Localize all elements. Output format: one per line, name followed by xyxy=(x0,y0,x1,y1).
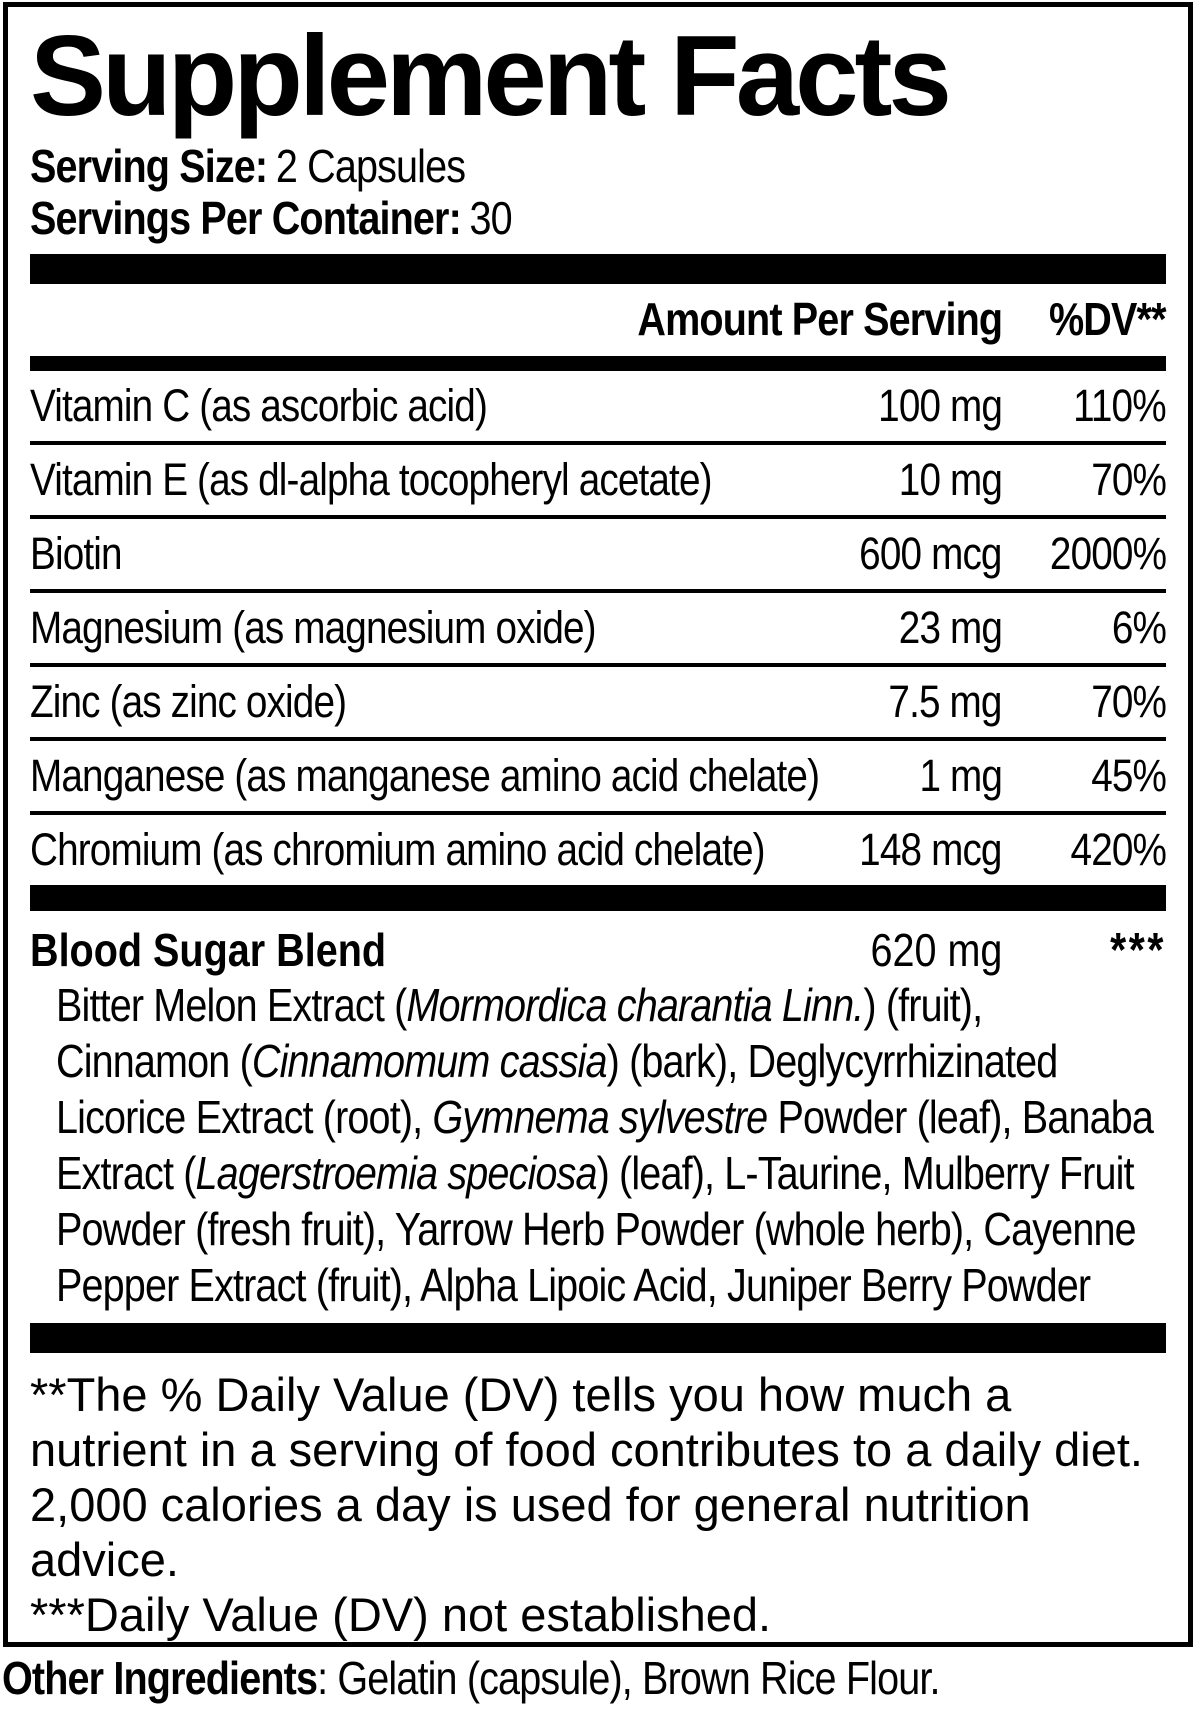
nutrient-dv: 2000% xyxy=(1049,527,1166,579)
blend-amount: 620 mg xyxy=(870,923,1002,976)
nutrient-amount: 23 mg xyxy=(898,601,1002,653)
servings-per-container-label: Servings Per Container: xyxy=(30,191,461,244)
nutrient-amount: 148 mcg xyxy=(859,823,1002,875)
nutrient-dv: 6% xyxy=(1111,601,1166,653)
nutrient-name: Zinc (as zinc oxide) xyxy=(30,675,347,727)
nutrient-row-vitamin-c xyxy=(30,371,1166,441)
servings-per-container-line xyxy=(30,192,1166,244)
nutrient-dv: 110% xyxy=(1073,379,1166,431)
serving-size-line xyxy=(30,140,1166,192)
nutrient-amount: 600 mcg xyxy=(859,527,1002,579)
nutrient-dv: 420% xyxy=(1070,823,1166,875)
serving-info xyxy=(30,140,1166,244)
nutrient-dv: 45% xyxy=(1091,749,1166,801)
nutrient-name: Biotin xyxy=(30,527,122,579)
percent-dv-header: %DV** xyxy=(1049,292,1166,345)
blend-dv-stars: *** xyxy=(1110,923,1166,977)
servings-per-container-value: 30 xyxy=(469,191,512,244)
footnotes xyxy=(30,1367,1166,1642)
supplement-facts-panel xyxy=(3,2,1193,1647)
not-established-footnote: ***Daily Value (DV) not established. xyxy=(30,1587,772,1641)
nutrient-dv: 70% xyxy=(1091,675,1166,727)
thick-divider-footnotes xyxy=(30,1323,1166,1353)
nutrient-amount: 100 mg xyxy=(878,379,1002,431)
column-header-row xyxy=(30,284,1166,356)
blend-row xyxy=(30,911,1166,977)
nutrient-dv: 70% xyxy=(1091,453,1166,505)
panel-title: Supplement Facts xyxy=(30,13,948,140)
nutrient-amount: 7.5 mg xyxy=(888,675,1002,727)
nutrient-name: Chromium (as chromium amino acid chelate) xyxy=(30,823,765,875)
nutrient-name: Vitamin C (as ascorbic acid) xyxy=(30,379,487,431)
serving-size-value: 2 Capsules xyxy=(275,139,466,192)
nutrient-row-biotin xyxy=(30,515,1166,589)
nutrient-name: Magnesium (as magnesium oxide) xyxy=(30,601,596,653)
medium-divider-header xyxy=(30,356,1166,371)
amount-per-serving-header: Amount Per Serving xyxy=(637,292,1002,345)
nutrient-amount: 1 mg xyxy=(919,749,1002,801)
other-ingredients-line xyxy=(2,1652,1092,1704)
other-ingredients-value: : Gelatin (capsule), Brown Rice Flour. xyxy=(317,1652,940,1704)
blend-name: Blood Sugar Blend xyxy=(30,923,387,976)
nutrient-row-zinc xyxy=(30,663,1166,737)
other-ingredients-label: Other Ingredients xyxy=(2,1652,318,1704)
nutrient-row-chromium xyxy=(30,811,1166,885)
thick-divider-top xyxy=(30,254,1166,284)
nutrient-row-manganese xyxy=(30,737,1166,811)
dv-explanation-footnote: **The % Daily Value (DV) tells you how much a nutrient in a serving of food contributes to a daily diet. 2,000 calories a day is used for general nutrition advice. xyxy=(30,1367,1143,1586)
thick-divider-blend xyxy=(30,885,1166,911)
nutrient-amount: 10 mg xyxy=(898,453,1002,505)
nutrient-row-magnesium xyxy=(30,589,1166,663)
nutrient-name: Manganese (as manganese amino acid chelate) xyxy=(30,749,820,801)
nutrient-name: Vitamin E (as dl-alpha tocopheryl acetate) xyxy=(30,453,712,505)
blend-ingredients-paragraph: Bitter Melon Extract (Mormordica charantia Linn.) (fruit), Cinnamon (Cinnamomum cassia) (bark), Deglycyrrhizinated Licorice Extract (root), Gymnema sylvestre Powder (leaf), Banaba Extract (Lagerstroemia speciosa) (leaf), L-Taurine, Mulberry Fruit Powder (fresh fruit), Yarrow Herb Powder (whole herb), Cayenne Pepper Extract (fruit), Alpha Lipoic Acid, Juniper Berry Powder xyxy=(56,978,1154,1311)
serving-size-label: Serving Size: xyxy=(30,139,268,192)
nutrient-row-vitamin-e xyxy=(30,441,1166,515)
